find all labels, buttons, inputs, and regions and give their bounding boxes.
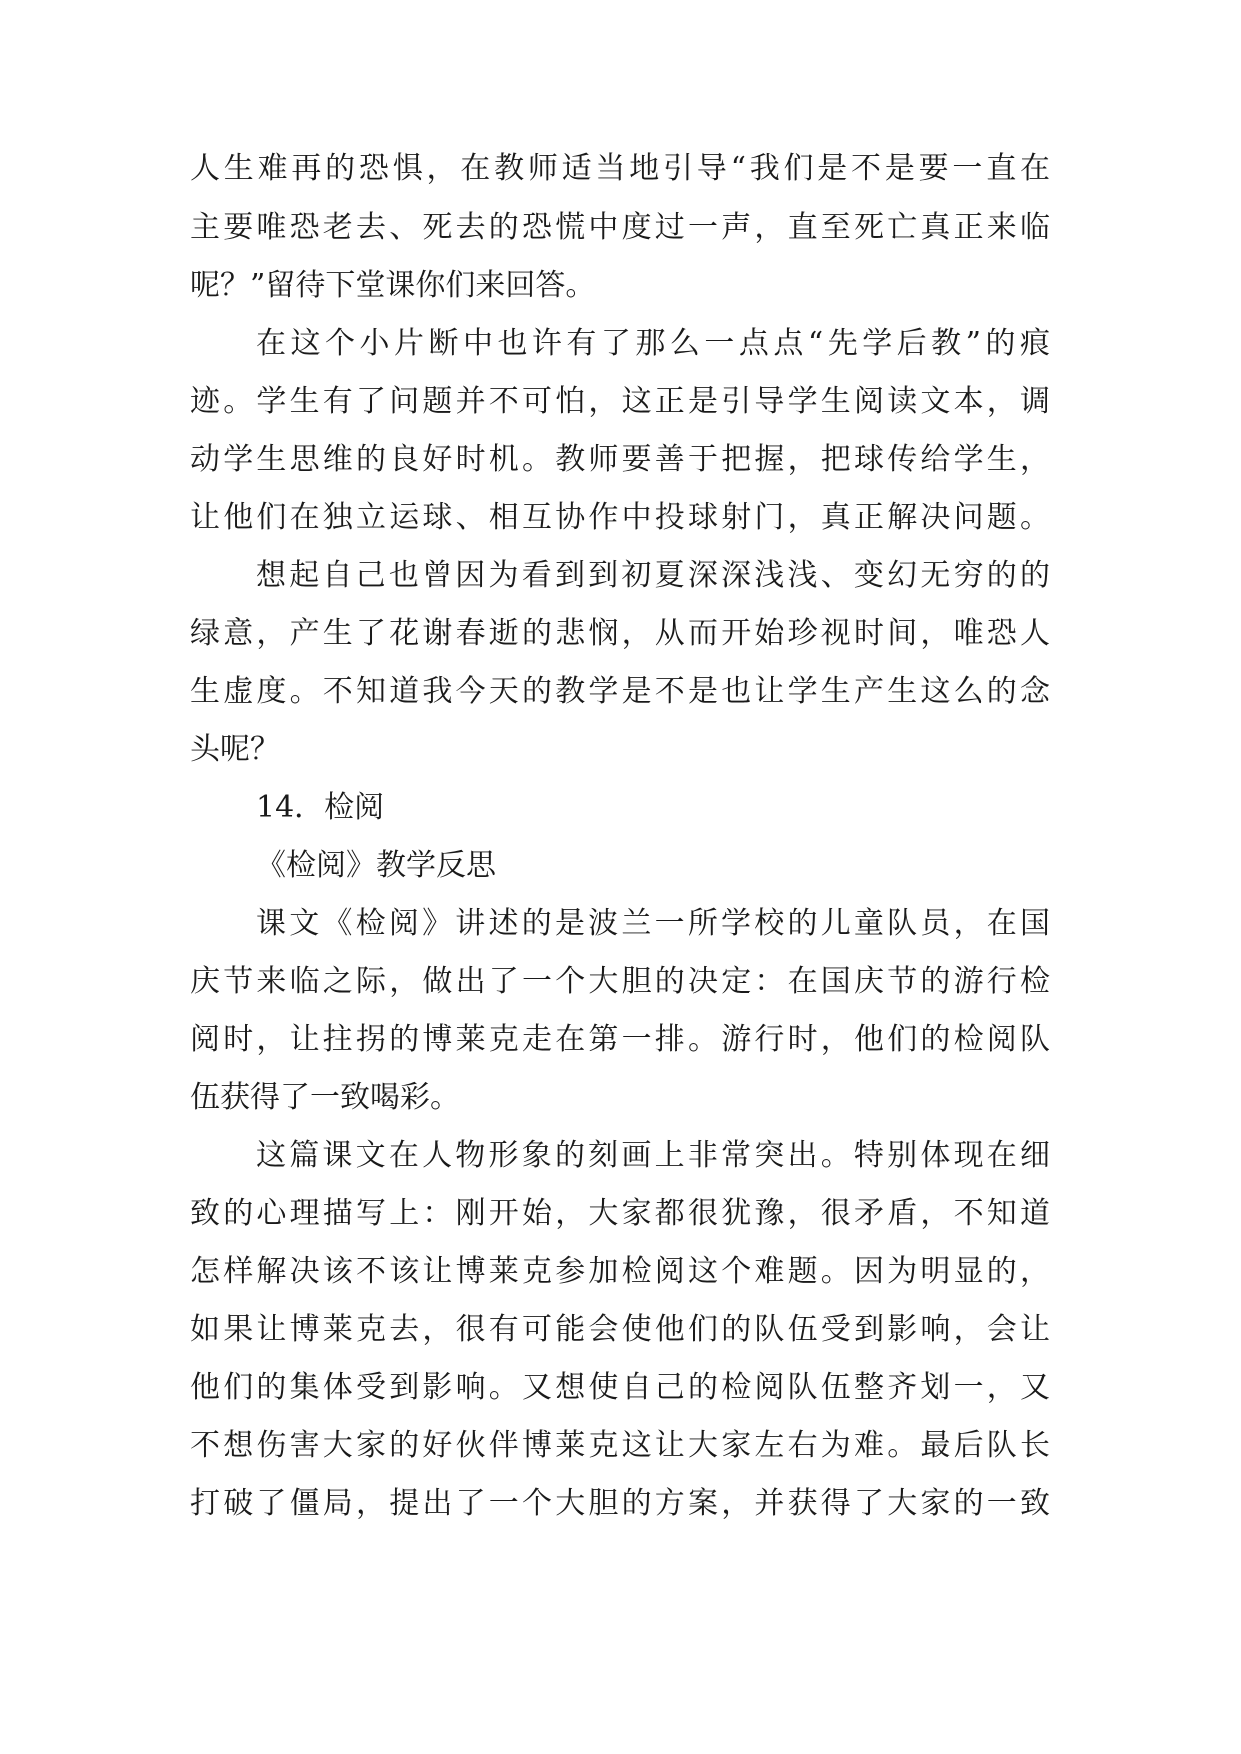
article-title: 《检阅》教学反思 [256, 848, 496, 883]
paragraph-line: 想起自己也曾因为看到到初夏深深浅浅、变幻无穷的的 [256, 558, 1050, 593]
paragraph-line: 阅时，让拄拐的博莱克走在第一排。游行时，他们的检阅队 [190, 1022, 1050, 1057]
paragraph-line: 这篇课文在人物形象的刻画上非常突出。特别体现在细 [256, 1138, 1050, 1173]
paragraph-line: 动学生思维的良好时机。教师要善于把握，把球传给学生， [190, 442, 1050, 477]
paragraph-line: 如果让博莱克去，很有可能会使他们的队伍受到影响，会让 [190, 1312, 1050, 1347]
paragraph-line: 迹。学生有了问题并不可怕，这正是引导学生阅读文本，调 [190, 384, 1050, 419]
paragraph-line: 绿意，产生了花谢春逝的悲悯，从而开始珍视时间，唯恐人 [190, 616, 1050, 651]
paragraph-line: 致的心理描写上：刚开始，大家都很犹豫，很矛盾，不知道 [190, 1196, 1050, 1231]
paragraph-line: 头呢？ [190, 732, 280, 767]
paragraph-line: 他们的集体受到影响。又想使自己的检阅队伍整齐划一，又 [190, 1370, 1050, 1405]
paragraph-line: 庆节来临之际，做出了一个大胆的决定：在国庆节的游行检 [190, 964, 1050, 999]
paragraph-line: 让他们在独立运球、相互协作中投球射门，真正解决问题。 [190, 500, 1050, 535]
paragraph-line: 呢？”留待下堂课你们来回答。 [190, 268, 596, 303]
paragraph-line: 怎样解决该不该让博莱克参加检阅这个难题。因为明显的， [190, 1254, 1050, 1289]
paragraph-line: 人生难再的恐惧，在教师适当地引导“我们是不是要一直在 [190, 151, 1050, 186]
paragraph-line: 生虚度。不知道我今天的教学是不是也让学生产生这么的念 [190, 674, 1050, 709]
paragraph-line: 在这个小片断中也许有了那么一点点“先学后教”的痕 [256, 326, 1050, 361]
paragraph-line: 伍获得了一致喝彩。 [190, 1080, 460, 1115]
paragraph-line: 主要唯恐老去、死去的恐慌中度过一声，直至死亡真正来临 [190, 210, 1050, 245]
paragraph-line: 不想伤害大家的好伙伴博莱克这让大家左右为难。最后队长 [190, 1428, 1050, 1463]
section-heading: 14．检阅 [256, 790, 385, 825]
paragraph-line: 打破了僵局，提出了一个大胆的方案，并获得了大家的一致 [190, 1486, 1050, 1521]
paragraph-line: 课文《检阅》讲述的是波兰一所学校的儿童队员，在国 [256, 906, 1050, 941]
